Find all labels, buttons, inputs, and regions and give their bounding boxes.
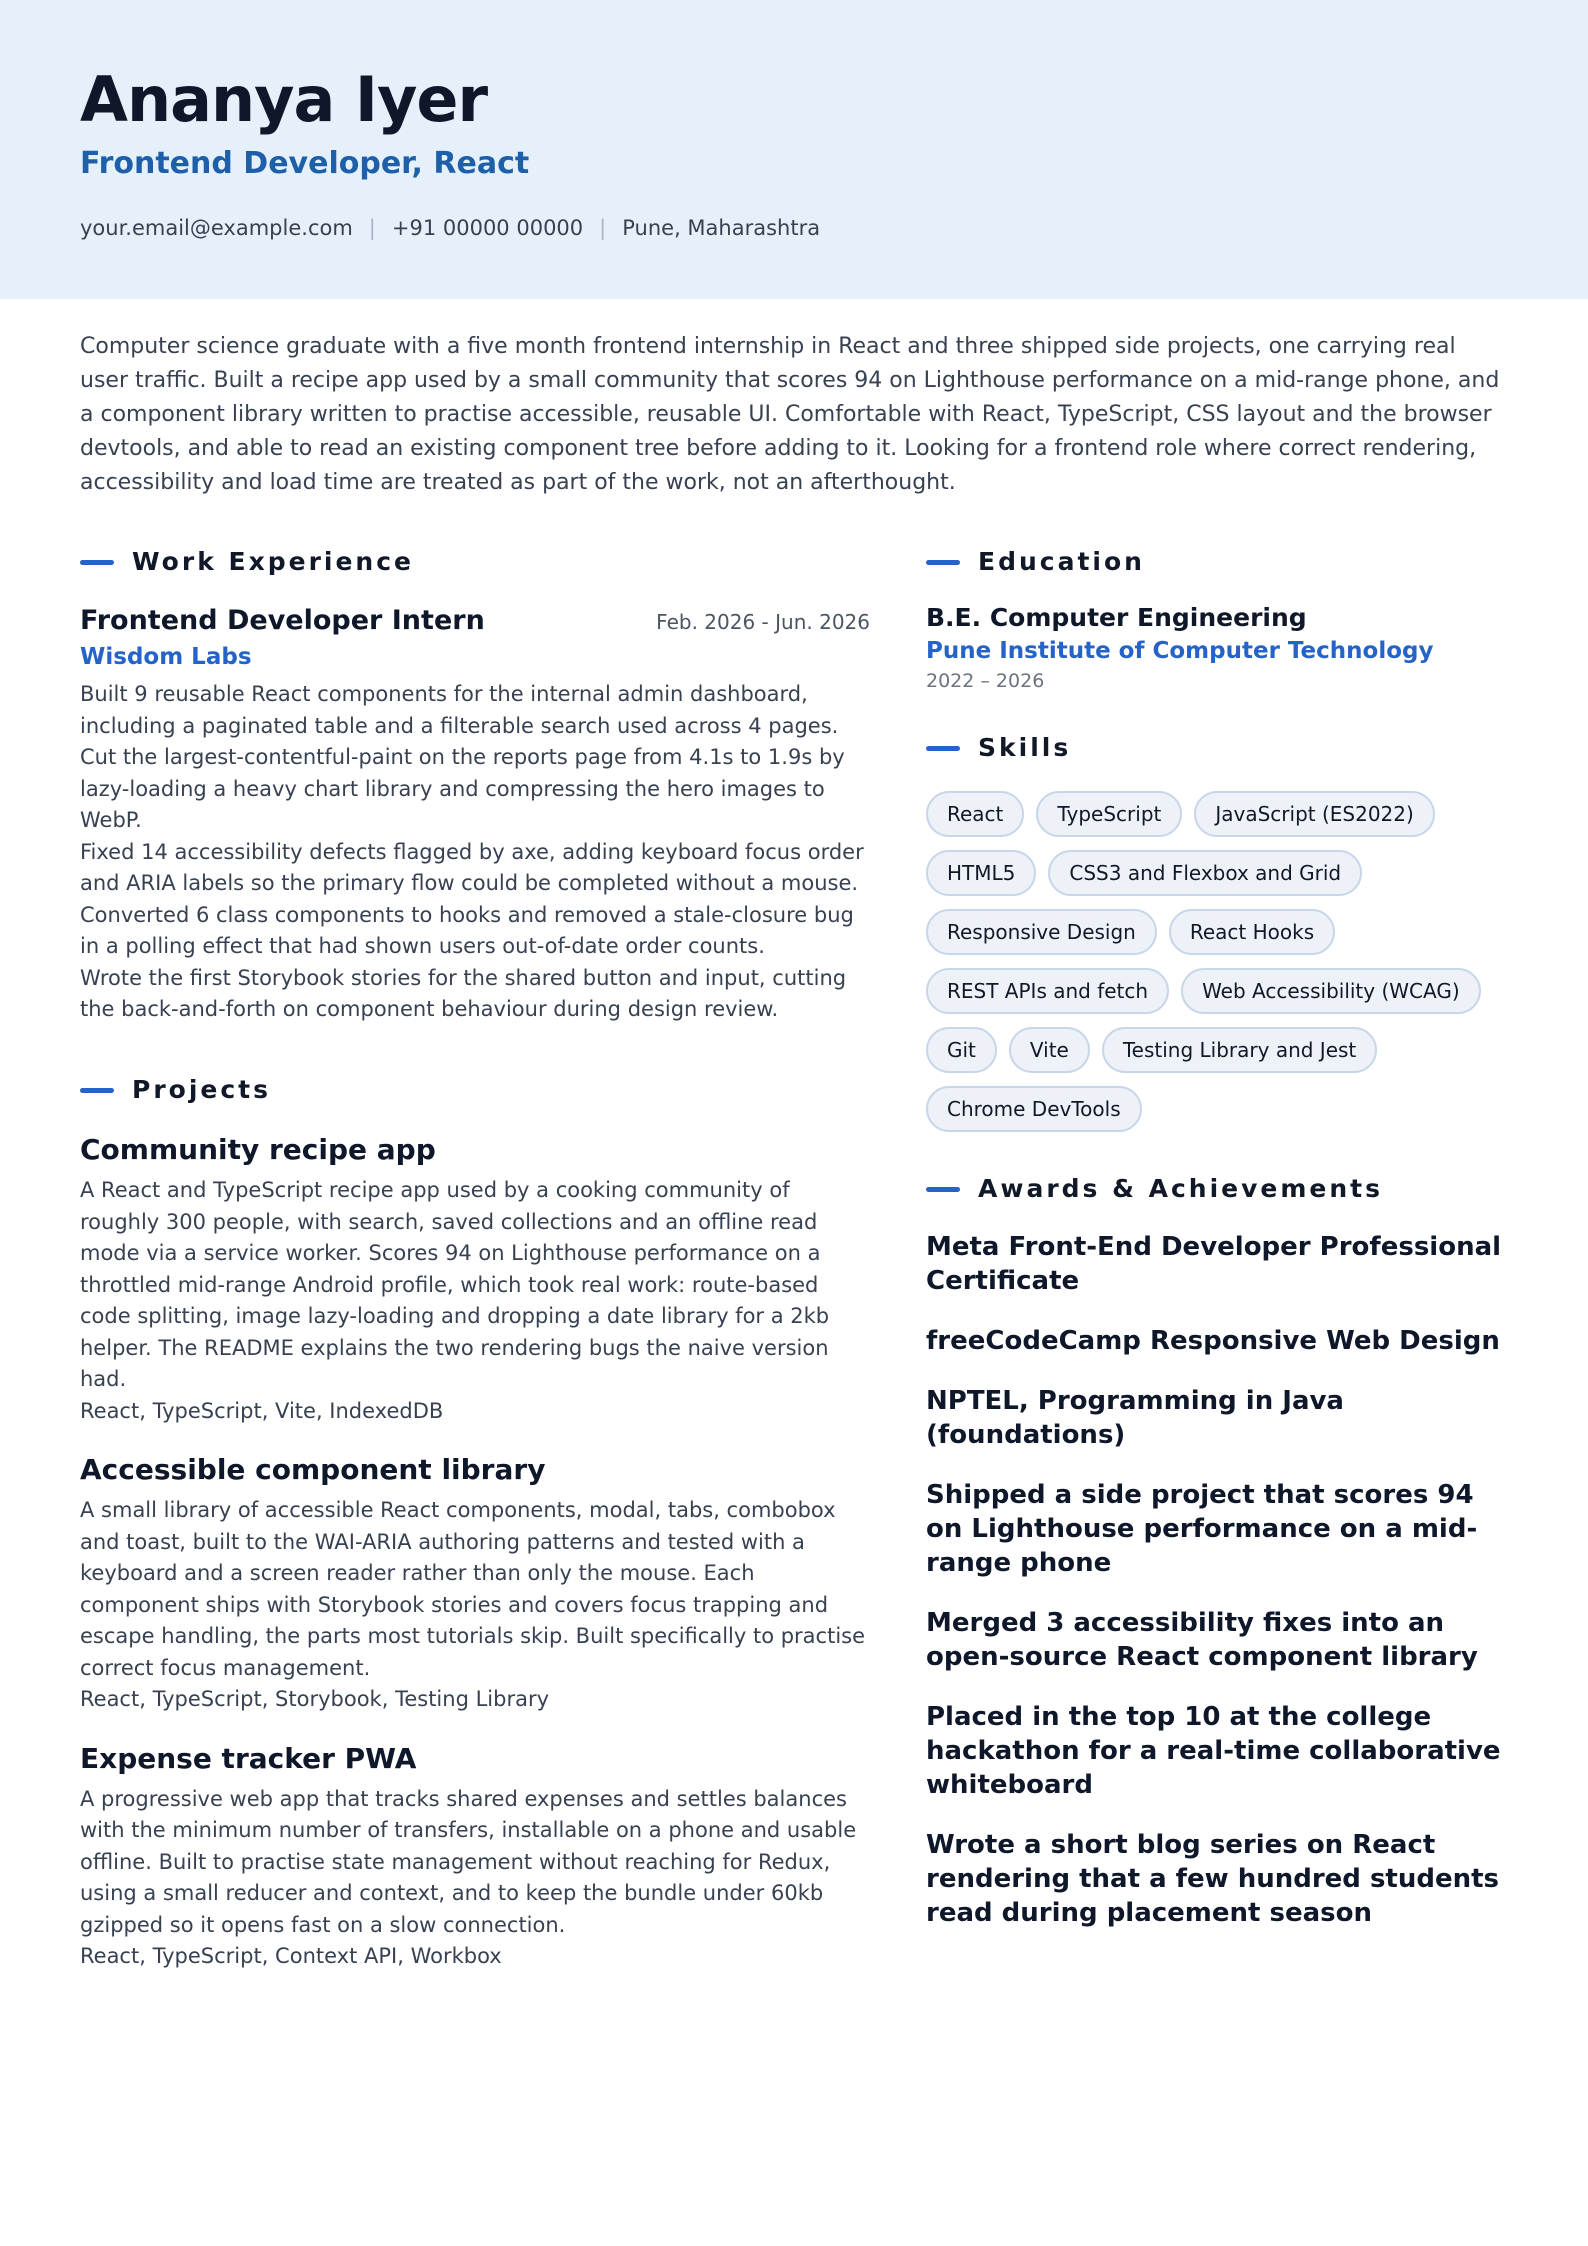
job-bullet: Wrote the first Storybook stories for the shared button and input, cutting the back-and-forth on component behaviour during design review. [80, 965, 847, 1021]
project-description: A React and TypeScript recipe app used by a cooking community of roughly 300 people, with search, saved collections and an offline read mode via a service worker. Scores 94 on Lighthouse performance on a throttled mid-range Android profile, which took real work: route-based code splitting, image lazy-loading and dropping a date library for a 2kb helper. The README explains the two rendering bugs the naive version had. [80, 1178, 830, 1391]
education-degree: B.E. Computer Engineering [926, 603, 1307, 632]
skill-chip: Git [926, 1027, 997, 1073]
section-projects [80, 1073, 870, 1107]
skill-chip: React [926, 791, 1024, 837]
skill-chip: Chrome DevTools [926, 1086, 1142, 1132]
job-company: Wisdom Labs [80, 644, 252, 670]
section-title-text: Awards & Achievements [978, 1174, 1384, 1203]
project-tech: React, TypeScript, Storybook, Testing Library [80, 1687, 550, 1711]
skill-chip: REST APIs and fetch [926, 968, 1169, 1014]
award-item: Wrote a short blog series on React rendering that a few hundred students read during placement season [926, 1830, 1500, 1928]
skill-chip: CSS3 and Flexbox and Grid [1048, 850, 1362, 896]
education-institution: Pune Institute of Computer Technology [926, 638, 1434, 664]
skills-list [926, 791, 1516, 1132]
section-education [926, 545, 1516, 579]
project-entry [80, 1740, 870, 1973]
section-accent-bar [926, 560, 960, 565]
education-entry [926, 601, 1516, 695]
section-title-text: Projects [132, 1075, 272, 1104]
section-accent-bar [926, 1187, 960, 1192]
project-tech: React, TypeScript, Vite, IndexedDB [80, 1398, 444, 1423]
project-description: A small library of accessible React components, modal, tabs, combobox and toast, built to the WAI-ARIA authoring patterns and tested with a keyboard and a screen reader rather than only the mouse. Each component ships with Storybook stories and covers focus trapping and escape handling, the parts most tutorials skip. Built specifically to practise correct focus management. [80, 1498, 866, 1680]
candidate-role: Frontend Developer, React [80, 146, 530, 181]
section-title-text: Education [978, 547, 1145, 576]
projects-column [80, 1073, 870, 1973]
job-bullet: Converted 6 class components to hooks and removed a stale-closure bug in a polling effect that had shown users out-of-date order counts. [80, 902, 854, 958]
section-accent-bar [80, 560, 114, 565]
project-title: Expense tracker PWA [80, 1741, 417, 1775]
project-tech: React, TypeScript, Context API, Workbox [80, 1944, 502, 1968]
project-description: A progressive web app that tracks shared expenses and settles balances with the minimum number of transfers, installable on a phone and usable offline. Built to practise state management without reaching for Redux, using a small reducer and context, and to keep the bundle under 60kb gzipped so it opens fast on a slow connection. [80, 1786, 857, 1937]
resume-header [0, 0, 1588, 299]
contact-separator: | [599, 216, 607, 240]
skill-chip: HTML5 [926, 850, 1036, 896]
candidate-name: Ananya Iyer [80, 63, 488, 136]
award-item: NPTEL, Programming in Java (foundations) [926, 1386, 1344, 1450]
skill-chip: Testing Library and Jest [1102, 1027, 1377, 1073]
award-item: Meta Front-End Developer Professional Certificate [926, 1232, 1502, 1296]
skill-chip: JavaScript (ES2022) [1194, 791, 1434, 837]
job-bullet: Cut the largest-contentful-paint on the reports page from 4.1s to 1.9s by lazy-loading a heavy chart library and compressing the hero images to WebP. [80, 745, 845, 832]
contact-email[interactable]: your.email@example.com [80, 216, 353, 240]
section-work-experience [80, 545, 870, 579]
job-dates: Feb. 2026 - Jun. 2026 [656, 610, 870, 634]
award-item: Merged 3 accessibility fixes into an open-source React component library [926, 1608, 1478, 1672]
awards-list [926, 1230, 1516, 1930]
job-bullets [80, 679, 870, 1026]
section-title-text: Work Experience [132, 547, 414, 576]
section-title-text: Skills [978, 733, 1072, 762]
job-entry [80, 603, 870, 1026]
summary-paragraph: Computer science graduate with a five month frontend internship in React and three shipped side projects, one carrying real user traffic. Built a recipe app used by a small community that scores 94 on Lighthouse performance on a mid-range phone, and a component library written to practise accessible, reusable UI. Comfortable with React, TypeScript, CSS layout and the browser devtools, and able to read an existing component tree before adding to it. Looking for a frontend role where correct rendering, accessibility and load time are treated as part of the work, not an afterthought. [80, 334, 1500, 495]
skill-chip: Responsive Design [926, 909, 1157, 955]
job-header [80, 603, 870, 639]
right-column [926, 545, 1516, 1956]
skill-chip: Web Accessibility (WCAG) [1181, 968, 1481, 1014]
project-title: Accessible component library [80, 1453, 546, 1486]
skill-chip: React Hooks [1169, 909, 1335, 955]
contact-line [80, 213, 820, 243]
education-years: 2022 – 2026 [926, 670, 1045, 692]
project-entry [80, 1131, 870, 1427]
section-skills [926, 731, 1516, 765]
award-item: Shipped a side project that scores 94 on Lighthouse performance on a mid-range phone [926, 1480, 1478, 1578]
job-title: Frontend Developer Intern [80, 605, 485, 636]
job-bullet: Fixed 14 accessibility defects flagged by axe, adding keyboard focus order and ARIA labels so the primary flow could be completed without a mouse. [80, 839, 864, 895]
job-bullet: Built 9 reusable React components for the internal admin dashboard, including a paginated table and a filterable search used across 4 pages. [80, 682, 839, 738]
award-item: freeCodeCamp Responsive Web Design [926, 1326, 1500, 1356]
award-item: Placed in the top 10 at the college hackathon for a real-time collaborative whiteboard [926, 1702, 1501, 1800]
contact-separator: | [368, 216, 376, 240]
skill-chip: Vite [1009, 1027, 1090, 1073]
contact-phone[interactable]: +91 00000 00000 [391, 216, 584, 240]
skill-chip: TypeScript [1036, 791, 1182, 837]
section-accent-bar [80, 1088, 114, 1093]
section-awards [926, 1172, 1516, 1206]
project-entry [80, 1451, 870, 1716]
left-column [80, 545, 870, 1026]
section-accent-bar [926, 746, 960, 751]
project-title: Community recipe app [80, 1133, 436, 1166]
contact-location: Pune, Maharashtra [622, 216, 821, 240]
